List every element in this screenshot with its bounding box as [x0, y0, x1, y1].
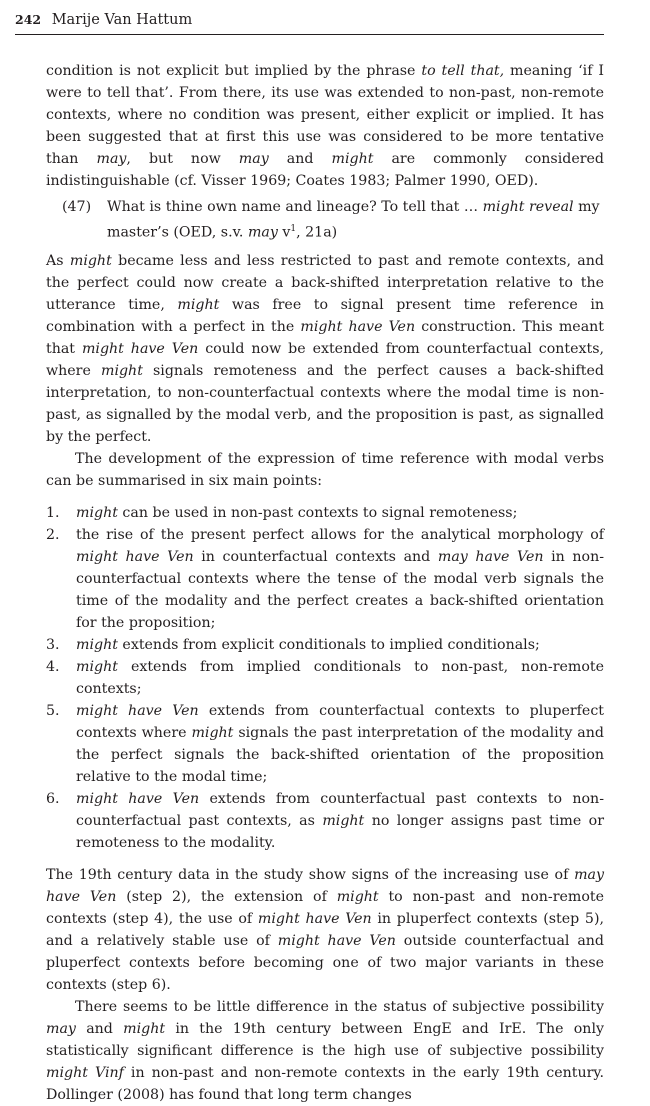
italic-run: might — [76, 658, 118, 675]
italic-run: may — [96, 151, 127, 167]
list-item-number: 6. — [46, 790, 60, 807]
italic-run: might have Ven — [257, 910, 372, 927]
paragraph-2: As might became less and less restricted to past and remote contexts, and the perfect could now create a back-shifted interpretation relative to the utterance time, might was free to signal present time reference in combination with a perfect in the might have Ven construction. This meant that might have Ven could now be extended from counterfactual contexts, where might signals remoteness and the perfect causes a back-shifted interpretation, to non-counterfactual contexts where the modal time is non-past, as signalled by the modal verb, and the proposition is past, as signalled by the perfect. — [46, 252, 604, 445]
paragraph-5: There seems to be little difference in the status of subjective possibility may and might in the 19th century between EngE and IrE. The only statistically significant difference is the high use of subjective possibility might Vinf in non-past and non-remote contexts in the early 19th century. Dollinger (2008) has found that long term changes — [46, 998, 605, 1103]
italic-run: might have Ven — [76, 790, 200, 807]
italic-run: may — [238, 151, 269, 167]
list-item-text: might extends from implied conditionals to non-past, non-remote contexts; — [76, 658, 604, 697]
running-header — [15, 8, 604, 35]
paragraph-1: condition is not explicit but implied by the phrase to tell that, meaning ‘if I were to tell that’. From there, its use was extended to non-past, non-remote contexts, where no condition was present, either explicit or implied. It has been suggested that at first this use was considered to be more tentative than may, but now may and might are commonly considered indistinguishable (cf. Visser 1969; Coates 1983; Palmer 1990, OED). — [46, 63, 604, 189]
list-item-text: might have Ven extends from counterfactual contexts to pluperfect contexts where might signals the past interpretation of the modality and the perfect signals the back-shifted orientation of the proposition relative to the modal time; — [76, 702, 604, 785]
list-item — [46, 502, 604, 524]
italic-run: may have Ven — [437, 548, 544, 565]
italic-run: might have Ven — [277, 932, 396, 949]
list-item-text: the rise of the present perfect allows for the analytical morphology of might have Ven in counterfactual contexts and may have Ven in non-counterfactual contexts where the tense of the modal verb signals the time of the modality and the perfect creates a back-shifted orientation for the proposition; — [76, 526, 605, 631]
list-item — [46, 700, 604, 788]
italic-run: might — [191, 724, 234, 741]
italic-run: may have Ven — [46, 866, 604, 905]
italic-run: might — [123, 1020, 166, 1037]
italic-run: might have Ven — [76, 702, 199, 719]
list-item-number: 5. — [46, 702, 60, 719]
list-item-number: 1. — [46, 504, 60, 521]
italic-run: to tell that, — [421, 63, 505, 79]
superscript-run: 1 — [290, 224, 297, 234]
list-item-text: might can be used in non-past contexts to signal remoteness; — [76, 504, 518, 521]
example-number: (47) — [62, 199, 92, 215]
italic-run: might have Ven — [76, 548, 194, 565]
list-item-text: might extends from explicit conditionals to implied conditionals; — [76, 636, 540, 653]
paragraph-3: The development of the expression of time reference with modal verbs can be summarised in six main points: — [46, 450, 604, 489]
list-item-text: might have Ven extends from counterfactual past contexts to non-counterfactual past contexts, as might no longer assigns past time or remoteness to the modality. — [76, 790, 604, 851]
list-item — [46, 524, 604, 634]
main-points-list — [46, 502, 604, 854]
italic-run: may — [46, 1020, 76, 1037]
italic-run: might have Ven — [81, 340, 199, 357]
italic-run: might — [331, 151, 374, 167]
page-body — [46, 60, 604, 1106]
italic-run: might have Ven — [300, 318, 416, 335]
italic-run: might — [336, 888, 379, 905]
page-number: 242 — [15, 12, 42, 27]
paragraph-4: The 19th century data in the study show signs of the increasing use of may have Ven (step 2), the extension of might to non-past and non-remote contexts (step 4), the use of might have Ven in pluperfect contexts (step 5), and a relatively stable use of might have Ven outside counterfactual and pluperfect contexts before becoming one of two major variants in these contexts (step 6). — [46, 866, 605, 993]
list-item-number: 2. — [46, 526, 60, 543]
example-47 — [62, 196, 604, 244]
italic-run: might — [100, 362, 143, 379]
list-item-number: 4. — [46, 658, 60, 675]
italic-run: might reveal — [482, 199, 574, 215]
list-item-number: 3. — [46, 636, 60, 653]
italic-run: might Vinf — [46, 1064, 124, 1081]
italic-run: might — [76, 504, 118, 521]
example-text: What is thine own name and lineage? To tell that … might reveal my master’s (OED, s.v. may $v^1$, 21a) — [107, 199, 600, 241]
italic-run: might — [76, 636, 118, 653]
italic-run: might — [177, 296, 220, 313]
list-item — [46, 656, 604, 700]
running-head-author: Marije Van Hattum — [51, 12, 193, 28]
italic-run: may — [247, 224, 278, 241]
italic-run: might — [322, 812, 365, 829]
italic-run: might — [69, 252, 112, 269]
list-item — [46, 634, 604, 656]
list-item — [46, 788, 604, 854]
